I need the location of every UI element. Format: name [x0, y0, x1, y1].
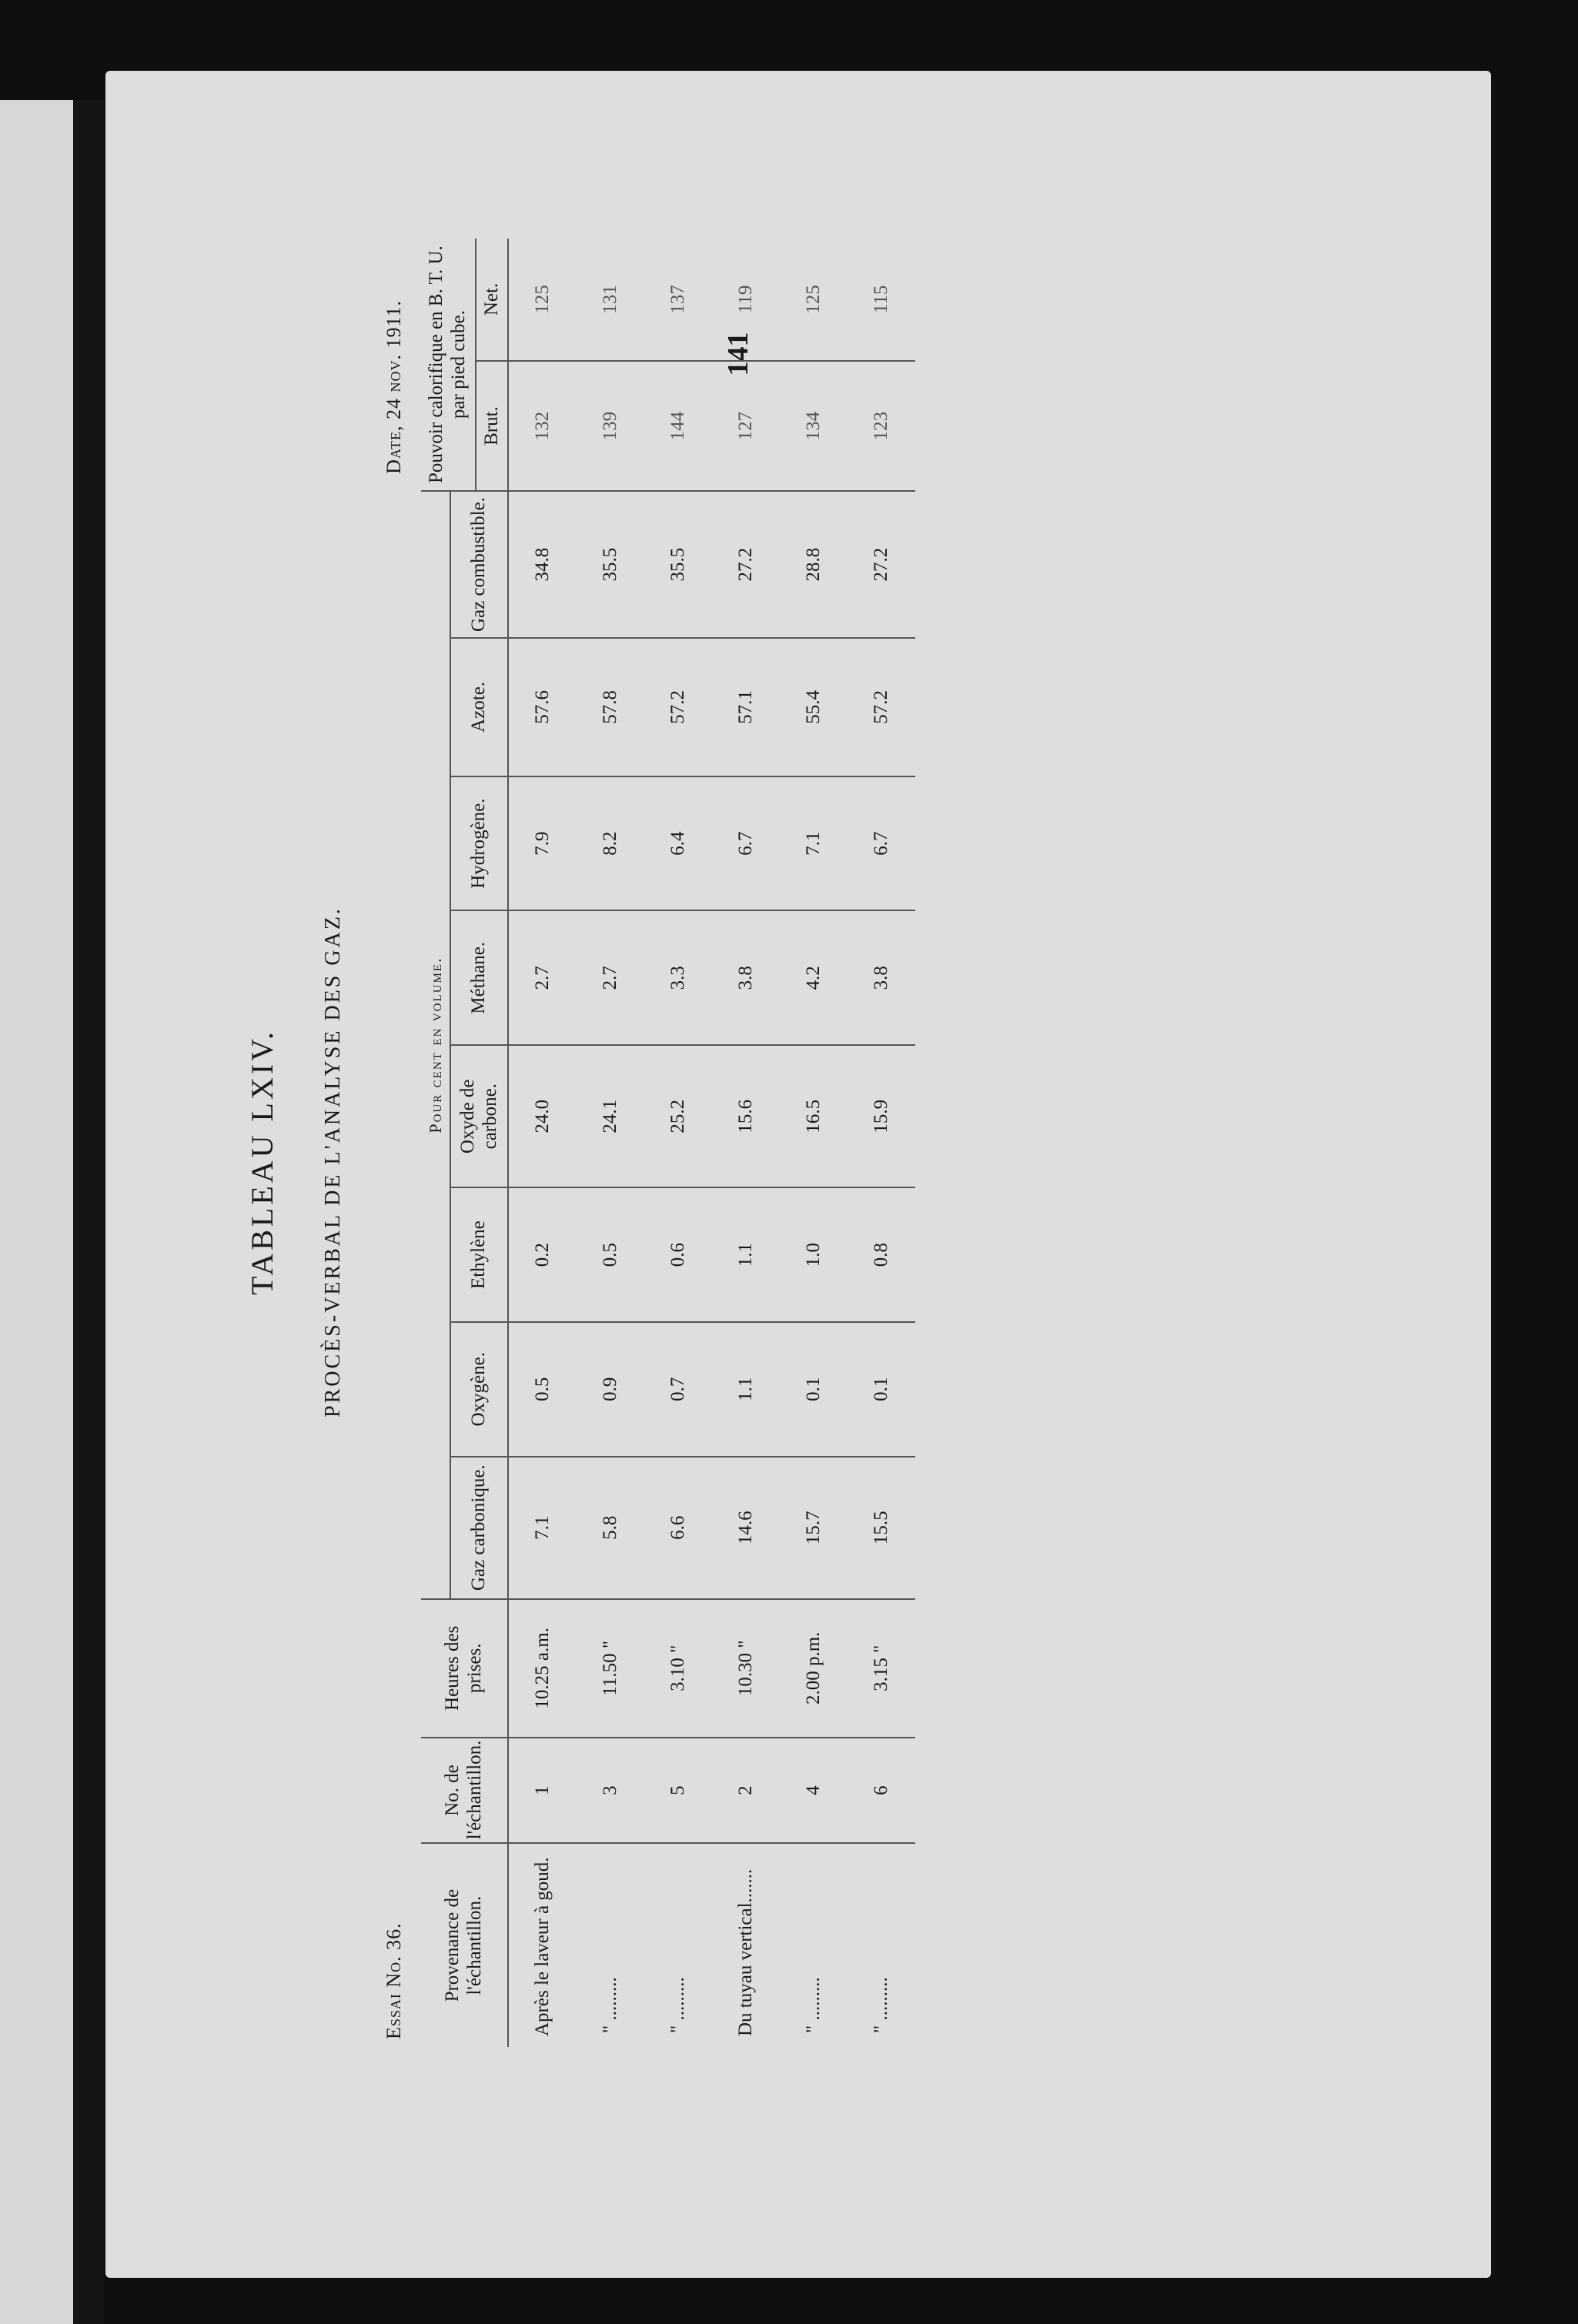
cell-oxyde-carbone: 24.1	[577, 1045, 644, 1187]
cell-provenance: " .........	[600, 1977, 621, 2033]
date-label: Date, 24 nov. 1911.	[383, 300, 405, 474]
cell-brut: 139	[577, 361, 644, 491]
cell-net: 137	[644, 239, 712, 361]
header-methane: Méthane.	[450, 910, 508, 1045]
cell-oxyde-carbone: 15.9	[848, 1045, 915, 1187]
cell-gaz-combustible: 27.2	[848, 491, 915, 638]
cell-brut: 144	[644, 361, 712, 491]
cell-hydrogene: 7.9	[508, 776, 577, 911]
header-gaz-carbonique: Gaz carbonique.	[450, 1457, 508, 1599]
previous-page-edge	[0, 100, 73, 2324]
table-row	[644, 239, 712, 2047]
cell-azote: 57.8	[577, 638, 644, 776]
cell-gaz-carbonique: 6.6	[644, 1457, 712, 1599]
cell-net: 131	[577, 239, 644, 361]
cell-gaz-combustible: 34.8	[508, 491, 577, 638]
cell-gaz-carbonique: 7.1	[508, 1457, 577, 1599]
header-oxygene: Oxygène.	[450, 1322, 508, 1457]
cell-oxygene: 0.5	[508, 1322, 577, 1457]
cell-methane: 3.8	[848, 910, 915, 1045]
table-row	[780, 239, 848, 2047]
page-number: 141	[722, 332, 754, 376]
cell-no: 5	[644, 1738, 712, 1844]
book-binding-shadow	[73, 100, 104, 2324]
cell-provenance: " .........	[871, 1977, 892, 2033]
cell-methane: 3.3	[644, 910, 712, 1045]
cell-methane: 3.8	[712, 910, 780, 1045]
cell-net: 119	[712, 239, 780, 361]
cell-ethylene: 0.5	[577, 1187, 644, 1322]
header-pour-cent: Pour cent en volume.	[421, 491, 450, 1599]
cell-no: 4	[780, 1738, 848, 1844]
essai-label: Essai No. 36.	[383, 1922, 405, 2039]
cell-oxyde-carbone: 24.0	[508, 1045, 577, 1187]
cell-ethylene: 0.6	[644, 1187, 712, 1322]
scanned-page	[105, 71, 1491, 2278]
cell-oxygene: 0.9	[577, 1322, 644, 1457]
cell-oxygene: 0.7	[644, 1322, 712, 1457]
header-ethylene: Ethylène	[450, 1187, 508, 1322]
header-pouvoir: Pouvoir calorifique en B. T. U. par pied cube.	[421, 239, 476, 491]
cell-oxygene: 1.1	[712, 1322, 780, 1457]
cell-gaz-combustible: 27.2	[712, 491, 780, 638]
cell-hydrogene: 6.7	[848, 776, 915, 911]
header-provenance: Provenance de l'échantillon.	[421, 1843, 508, 2047]
header-heures: Heures des prises.	[421, 1599, 508, 1738]
cell-azote: 57.1	[712, 638, 780, 776]
header-azote: Azote.	[450, 638, 508, 776]
cell-provenance: " .........	[803, 1977, 824, 2033]
header-no: No. de l'échantillon.	[421, 1738, 508, 1844]
cell-heure: 3.15 "	[848, 1599, 915, 1738]
cell-no: 6	[848, 1738, 915, 1844]
table-row	[577, 239, 644, 2047]
cell-methane: 2.7	[577, 910, 644, 1045]
cell-net: 125	[508, 239, 577, 361]
cell-hydrogene: 6.7	[712, 776, 780, 911]
cell-hydrogene: 7.1	[780, 776, 848, 911]
cell-azote: 57.2	[644, 638, 712, 776]
cell-oxyde-carbone: 25.2	[644, 1045, 712, 1187]
cell-heure: 2.00 p.m.	[780, 1599, 848, 1738]
header-hydrogene: Hydrogène.	[450, 776, 508, 911]
cell-methane: 2.7	[508, 910, 577, 1045]
cell-hydrogene: 6.4	[644, 776, 712, 911]
cell-brut: 127	[712, 361, 780, 491]
table-subtitle: PROCÈS-VERBAL DE L'ANALYSE DES GAZ.	[321, 907, 345, 1417]
header-net: Net.	[476, 239, 509, 361]
cell-gaz-carbonique: 14.6	[712, 1457, 780, 1599]
header-brut: Brut.	[476, 361, 509, 491]
cell-ethylene: 1.1	[712, 1187, 780, 1322]
cell-heure: 3.10 "	[644, 1599, 712, 1738]
cell-gaz-carbonique: 15.5	[848, 1457, 915, 1599]
table-row	[848, 239, 915, 2047]
cell-oxyde-carbone: 15.6	[712, 1045, 780, 1187]
cell-oxygene: 0.1	[780, 1322, 848, 1457]
cell-oxygene: 0.1	[848, 1322, 915, 1457]
header-oxyde-carbone: Oxyde de carbone.	[450, 1045, 508, 1187]
table-title: TABLEAU LXIV.	[245, 1029, 279, 1295]
cell-provenance: Après le laveur à goud.	[532, 1857, 553, 2036]
cell-gaz-combustible: 35.5	[577, 491, 644, 638]
cell-no: 3	[577, 1738, 644, 1844]
cell-azote: 55.4	[780, 638, 848, 776]
gas-analysis-table	[421, 239, 915, 2047]
cell-provenance: " .........	[667, 1977, 689, 2033]
cell-gaz-carbonique: 5.8	[577, 1457, 644, 1599]
cell-no: 2	[712, 1738, 780, 1844]
cell-ethylene: 0.2	[508, 1187, 577, 1322]
cell-brut: 123	[848, 361, 915, 491]
cell-gaz-combustible: 28.8	[780, 491, 848, 638]
cell-hydrogene: 8.2	[577, 776, 644, 911]
cell-azote: 57.2	[848, 638, 915, 776]
cell-ethylene: 0.8	[848, 1187, 915, 1322]
table-row	[508, 239, 577, 2047]
cell-heure: 10.25 a.m.	[508, 1599, 577, 1738]
cell-provenance: Du tuyau vertical.......	[735, 1868, 757, 2036]
cell-gaz-carbonique: 15.7	[780, 1457, 848, 1599]
cell-no: 1	[508, 1738, 577, 1844]
cell-gaz-combustible: 35.5	[644, 491, 712, 638]
cell-net: 125	[780, 239, 848, 361]
cell-brut: 132	[508, 361, 577, 491]
table-row	[712, 239, 780, 2047]
header-gaz-combustible: Gaz combustible.	[450, 491, 508, 638]
cell-heure: 10.30 "	[712, 1599, 780, 1738]
cell-heure: 11.50 "	[577, 1599, 644, 1738]
cell-azote: 57.6	[508, 638, 577, 776]
cell-net: 115	[848, 239, 915, 361]
cell-ethylene: 1.0	[780, 1187, 848, 1322]
cell-methane: 4.2	[780, 910, 848, 1045]
cell-oxyde-carbone: 16.5	[780, 1045, 848, 1187]
rotated-page-content	[105, 71, 1491, 2278]
cell-brut: 134	[780, 361, 848, 491]
